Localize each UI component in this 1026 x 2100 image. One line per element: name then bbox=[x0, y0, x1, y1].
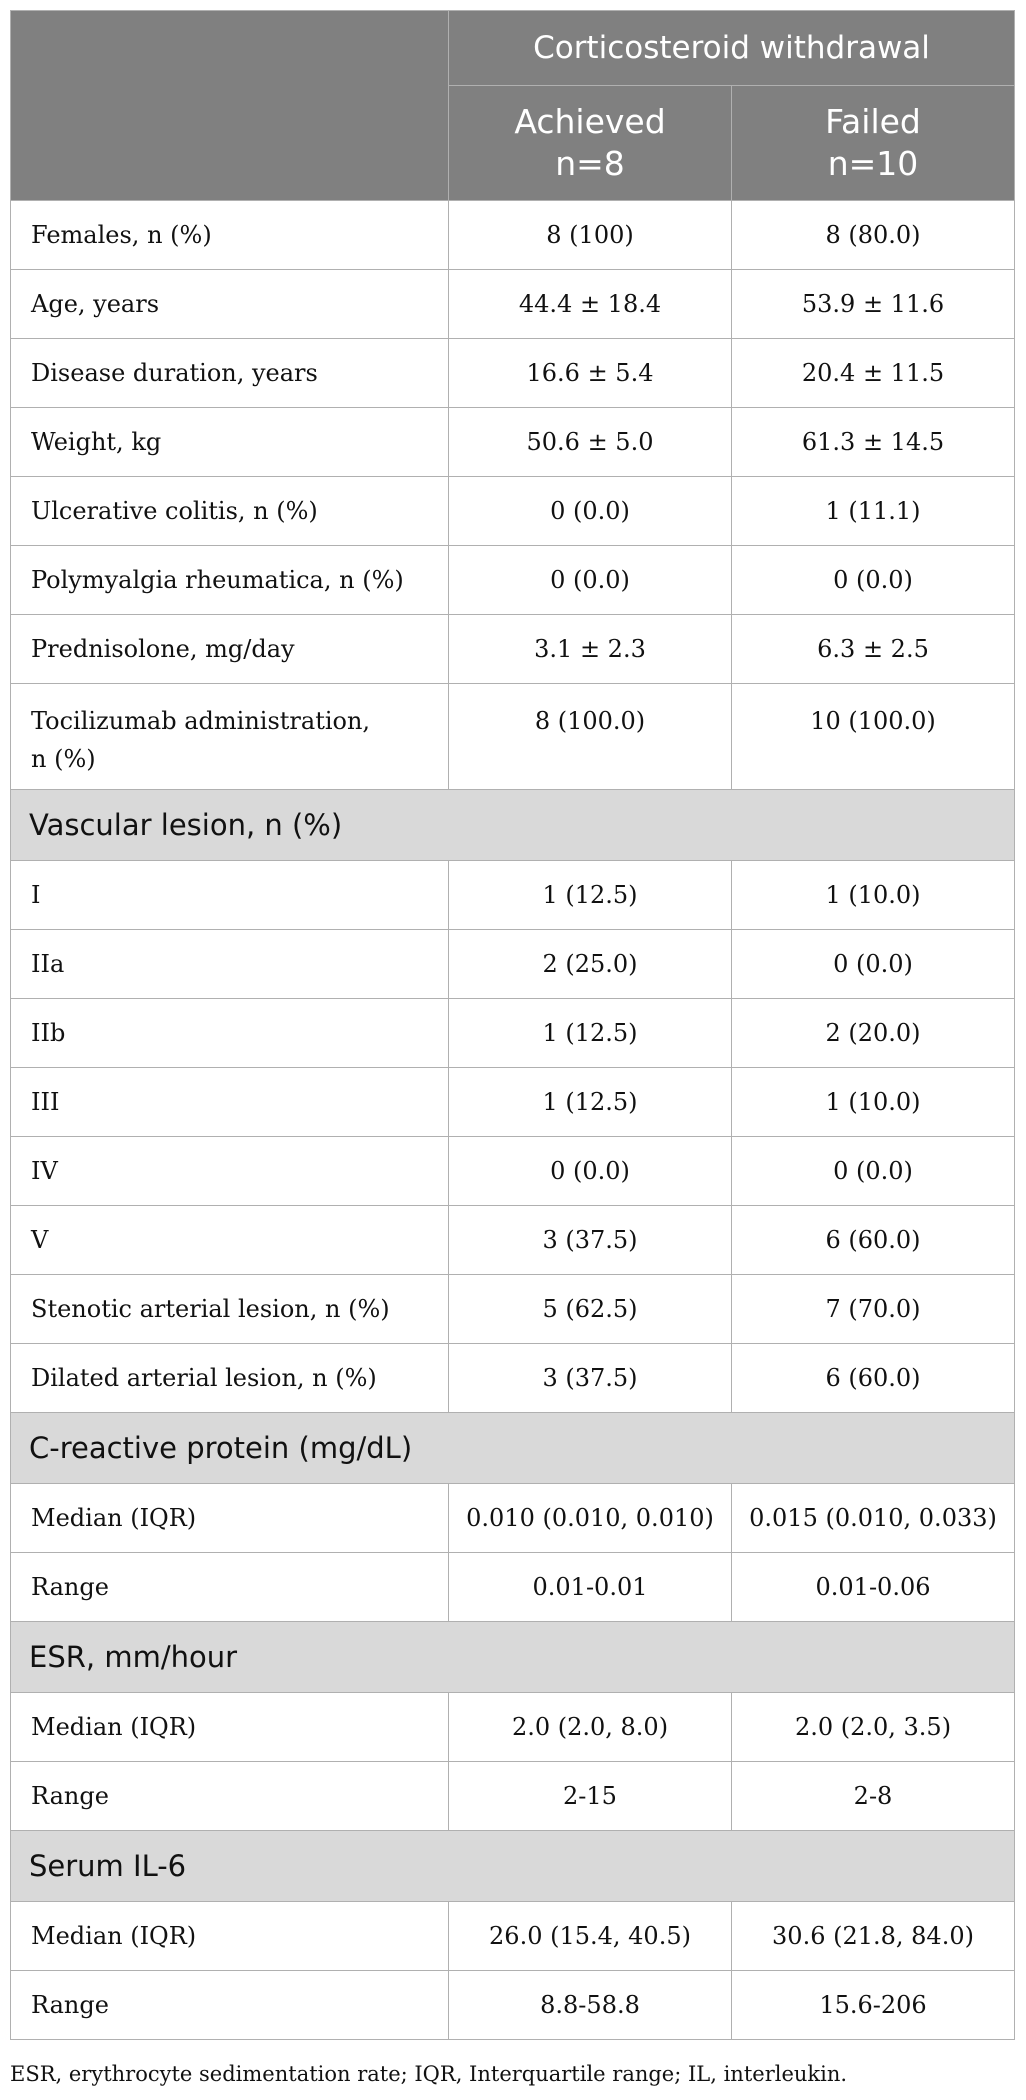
section-header-esr bbox=[11, 1622, 1015, 1693]
table-row bbox=[11, 684, 1015, 790]
row-label: Polymyalgia rheumatica, n (%) bbox=[11, 546, 449, 615]
failed-value: 0 (0.0) bbox=[732, 546, 1015, 615]
achieved-value: 16.6 ± 5.4 bbox=[449, 339, 732, 408]
header-achieved bbox=[449, 86, 732, 201]
row-label-line1: Tocilizumab administration, bbox=[31, 707, 371, 735]
table-row bbox=[11, 1344, 1015, 1413]
failed-value: 10 (100.0) bbox=[732, 684, 1015, 790]
row-label: Disease duration, years bbox=[11, 339, 449, 408]
row-label: IV bbox=[11, 1137, 449, 1206]
table-row bbox=[11, 615, 1015, 684]
table-row bbox=[11, 546, 1015, 615]
row-label: I bbox=[11, 861, 449, 930]
failed-value: 1 (10.0) bbox=[732, 1068, 1015, 1137]
row-label: V bbox=[11, 1206, 449, 1275]
table-row bbox=[11, 408, 1015, 477]
achieved-value: 3.1 ± 2.3 bbox=[449, 615, 732, 684]
achieved-value: 26.0 (15.4, 40.5) bbox=[449, 1902, 732, 1971]
table-row bbox=[11, 861, 1015, 930]
row-label: IIb bbox=[11, 999, 449, 1068]
row-label: IIa bbox=[11, 930, 449, 999]
header-achieved-n: n=8 bbox=[555, 144, 625, 183]
achieved-value: 0.010 (0.010, 0.010) bbox=[449, 1484, 732, 1553]
failed-value: 8 (80.0) bbox=[732, 201, 1015, 270]
achieved-value: 3 (37.5) bbox=[449, 1206, 732, 1275]
section-header-vascular-lesion bbox=[11, 790, 1015, 861]
section-header-il6 bbox=[11, 1831, 1015, 1902]
table-row bbox=[11, 1762, 1015, 1831]
row-label: Median (IQR) bbox=[11, 1902, 449, 1971]
table-row bbox=[11, 1484, 1015, 1553]
table-row bbox=[11, 1553, 1015, 1622]
row-label-line2: n (%) bbox=[31, 745, 96, 773]
section-header-crp bbox=[11, 1413, 1015, 1484]
row-label: Dilated arterial lesion, n (%) bbox=[11, 1344, 449, 1413]
achieved-value: 8 (100.0) bbox=[449, 684, 732, 790]
row-label: Median (IQR) bbox=[11, 1693, 449, 1762]
section-title: C-reactive protein (mg/dL) bbox=[11, 1413, 1015, 1484]
failed-value: 6 (60.0) bbox=[732, 1344, 1015, 1413]
header-failed bbox=[732, 86, 1015, 201]
row-label: Age, years bbox=[11, 270, 449, 339]
achieved-value: 44.4 ± 18.4 bbox=[449, 270, 732, 339]
row-label bbox=[11, 684, 449, 790]
achieved-value: 0 (0.0) bbox=[449, 477, 732, 546]
table-row bbox=[11, 477, 1015, 546]
row-label: Females, n (%) bbox=[11, 201, 449, 270]
failed-value: 61.3 ± 14.5 bbox=[732, 408, 1015, 477]
achieved-value: 5 (62.5) bbox=[449, 1275, 732, 1344]
failed-value: 7 (70.0) bbox=[732, 1275, 1015, 1344]
failed-value: 6 (60.0) bbox=[732, 1206, 1015, 1275]
achieved-value: 0 (0.0) bbox=[449, 546, 732, 615]
header-failed-label: Failed bbox=[825, 102, 921, 141]
row-label: Range bbox=[11, 1971, 449, 2040]
row-label: III bbox=[11, 1068, 449, 1137]
characteristics-table bbox=[10, 10, 1015, 2040]
table-row bbox=[11, 1137, 1015, 1206]
failed-value: 0 (0.0) bbox=[732, 1137, 1015, 1206]
section-title: Serum IL-6 bbox=[11, 1831, 1015, 1902]
failed-value: 30.6 (21.8, 84.0) bbox=[732, 1902, 1015, 1971]
table-row bbox=[11, 1902, 1015, 1971]
header-achieved-label: Achieved bbox=[514, 102, 666, 141]
table-row bbox=[11, 339, 1015, 408]
failed-value: 0.015 (0.010, 0.033) bbox=[732, 1484, 1015, 1553]
header-failed-n: n=10 bbox=[827, 144, 919, 183]
row-label: Ulcerative colitis, n (%) bbox=[11, 477, 449, 546]
failed-value: 53.9 ± 11.6 bbox=[732, 270, 1015, 339]
table-row bbox=[11, 1068, 1015, 1137]
failed-value: 15.6-206 bbox=[732, 1971, 1015, 2040]
failed-value: 2 (20.0) bbox=[732, 999, 1015, 1068]
row-label: Range bbox=[11, 1553, 449, 1622]
achieved-value: 0.01-0.01 bbox=[449, 1553, 732, 1622]
row-label: Range bbox=[11, 1762, 449, 1831]
achieved-value: 0 (0.0) bbox=[449, 1137, 732, 1206]
achieved-value: 8 (100) bbox=[449, 201, 732, 270]
failed-value: 2.0 (2.0, 3.5) bbox=[732, 1693, 1015, 1762]
achieved-value: 2-15 bbox=[449, 1762, 732, 1831]
failed-value: 6.3 ± 2.5 bbox=[732, 615, 1015, 684]
row-label: Stenotic arterial lesion, n (%) bbox=[11, 1275, 449, 1344]
achieved-value: 2.0 (2.0, 8.0) bbox=[449, 1693, 732, 1762]
failed-value: 0 (0.0) bbox=[732, 930, 1015, 999]
achieved-value: 8.8-58.8 bbox=[449, 1971, 732, 2040]
achieved-value: 2 (25.0) bbox=[449, 930, 732, 999]
failed-value: 20.4 ± 11.5 bbox=[732, 339, 1015, 408]
header-group-corticosteroid-withdrawal: Corticosteroid withdrawal bbox=[449, 11, 1015, 86]
row-label: Prednisolone, mg/day bbox=[11, 615, 449, 684]
row-label: Median (IQR) bbox=[11, 1484, 449, 1553]
table-row bbox=[11, 201, 1015, 270]
table-row bbox=[11, 270, 1015, 339]
table-row bbox=[11, 1971, 1015, 2040]
achieved-value: 1 (12.5) bbox=[449, 861, 732, 930]
table-row bbox=[11, 1206, 1015, 1275]
achieved-value: 50.6 ± 5.0 bbox=[449, 408, 732, 477]
failed-value: 1 (10.0) bbox=[732, 861, 1015, 930]
row-label: Weight, kg bbox=[11, 408, 449, 477]
achieved-value: 1 (12.5) bbox=[449, 999, 732, 1068]
table-row bbox=[11, 930, 1015, 999]
achieved-value: 1 (12.5) bbox=[449, 1068, 732, 1137]
section-title: ESR, mm/hour bbox=[11, 1622, 1015, 1693]
achieved-value: 3 (37.5) bbox=[449, 1344, 732, 1413]
failed-value: 0.01-0.06 bbox=[732, 1553, 1015, 1622]
table-row bbox=[11, 1693, 1015, 1762]
failed-value: 1 (11.1) bbox=[732, 477, 1015, 546]
table-footnote: ESR, erythrocyte sedimentation rate; IQR, Interquartile range; IL, interleukin. bbox=[10, 2062, 848, 2086]
header-blank-cell bbox=[11, 11, 449, 201]
section-title: Vascular lesion, n (%) bbox=[11, 790, 1015, 861]
failed-value: 2-8 bbox=[732, 1762, 1015, 1831]
table-row bbox=[11, 999, 1015, 1068]
table-row bbox=[11, 1275, 1015, 1344]
